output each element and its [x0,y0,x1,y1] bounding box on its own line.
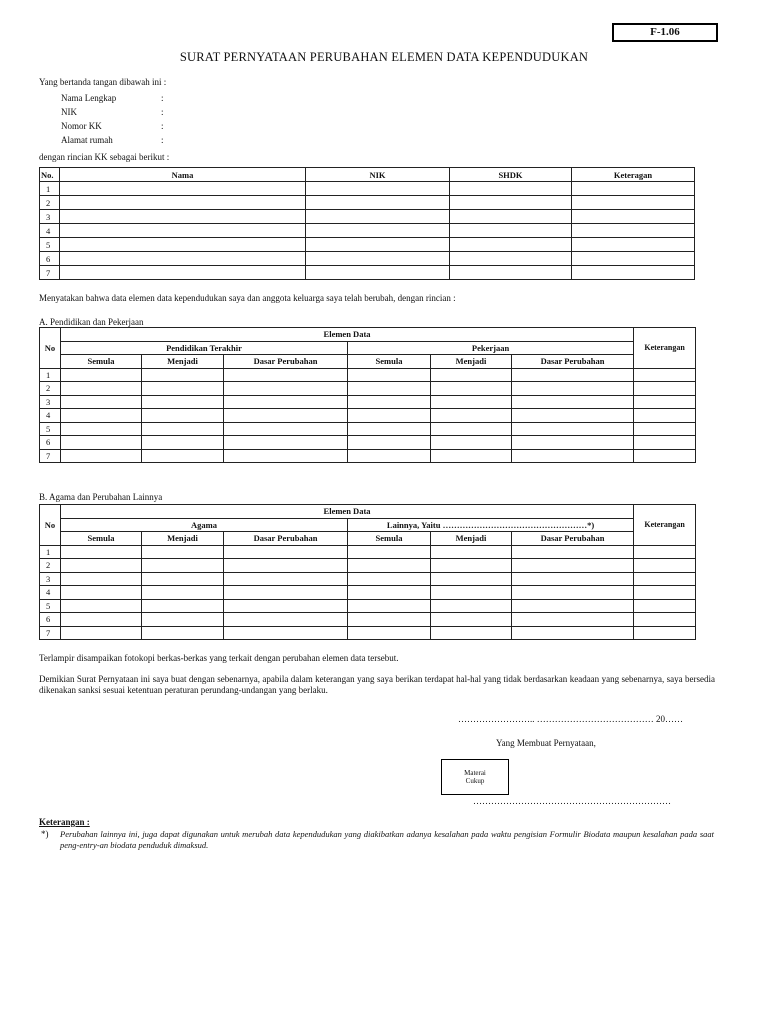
kk-cell-nik[interactable] [306,252,450,266]
kk-cell-keterangan[interactable] [572,238,695,252]
section-a-heading: A. Pendidikan dan Pekerjaan [39,317,144,327]
section-a-table [39,327,696,463]
table-cell[interactable] [224,449,348,463]
table-cell[interactable] [431,586,512,600]
table-cell[interactable] [224,572,348,586]
table-cell[interactable] [142,449,224,463]
section-a-header-row [40,328,696,342]
table-cell[interactable] [348,586,431,600]
table-cell[interactable] [634,626,696,640]
kk-cell-shdk[interactable] [450,210,572,224]
kk-cell-nik[interactable] [306,196,450,210]
page-title: SURAT PERNYATAAN PERUBAHAN ELEMEN DATA KEPENDUDUKAN [179,50,589,64]
sub-header-dasar: Dasar Perubahan [224,532,348,546]
kk-header-no: No. [40,168,60,182]
table-cell[interactable] [224,395,348,409]
row-number: 4 [40,224,60,238]
table-cell[interactable] [512,586,634,600]
table-cell[interactable] [431,572,512,586]
table-cell[interactable] [61,422,142,436]
attachment-text: Terlampir disampaikan fotokopi berkas-berkas yang terkait dengan perubahan elemen data tersebut. [39,653,399,663]
row-number: 3 [40,210,60,224]
row-number: 6 [40,252,60,266]
materai-line1: Materai [464,769,486,777]
kk-cell-shdk[interactable] [450,252,572,266]
kk-header-nik: NIK [306,168,450,182]
table-cell[interactable] [431,613,512,627]
place-date-line[interactable]: …………………….. ………………………………… 20…… [458,714,683,724]
table-cell[interactable] [142,395,224,409]
table-cell[interactable] [61,572,142,586]
table-cell[interactable] [431,599,512,613]
table-cell[interactable] [634,613,696,627]
sub-header-menjadi: Menjadi [142,532,224,546]
kk-cell-nama[interactable] [60,224,306,238]
row-number: 1 [40,368,61,382]
kk-cell-keterangan[interactable] [572,182,695,196]
kk-cell-shdk[interactable] [450,196,572,210]
notes-mark: *) [41,829,49,839]
identity-label-name: Nama Lengkap [61,93,117,103]
section-a-header-no: No [40,328,61,369]
table-row [40,613,696,627]
sub-header-semula: Semula [348,355,431,369]
sub-header-semula: Semula [61,532,142,546]
kk-cell-nama[interactable] [60,182,306,196]
table-cell[interactable] [512,449,634,463]
table-cell[interactable] [348,559,431,573]
form-code: F-1.06 [612,23,718,42]
table-cell[interactable] [224,559,348,573]
kk-cell-nama[interactable] [60,210,306,224]
table-cell[interactable] [142,436,224,450]
table-cell[interactable] [348,626,431,640]
row-number: 1 [40,545,61,559]
table-cell[interactable] [512,572,634,586]
kk-cell-keterangan[interactable] [572,224,695,238]
statement-text: Menyatakan bahwa data elemen data kependudukan saya dan anggota keluarga saya telah berubah, dengan rincian : [39,293,456,303]
table-cell[interactable] [348,449,431,463]
table-cell[interactable] [512,422,634,436]
kk-cell-nama[interactable] [60,196,306,210]
table-cell[interactable] [348,395,431,409]
kk-header-shdk: SHDK [450,168,572,182]
table-cell[interactable] [224,409,348,423]
table-cell[interactable] [431,436,512,450]
table-cell[interactable] [224,545,348,559]
table-row [40,559,696,573]
row-number: 2 [40,559,61,573]
row-number: 2 [40,196,60,210]
kk-cell-keterangan[interactable] [572,196,695,210]
table-row [40,599,696,613]
table-row [40,572,696,586]
notes-text: Perubahan lainnya ini, juga dapat digunakan untuk merubah data kependudukan yang diakibatkan adanya kesalahan pada waktu pengisian Formulir Biodata maupun kesalahan pada saat peng-entry-an biodata penduduk dimaksud. [60,829,714,850]
section-b-heading: B. Agama dan Perubahan Lainnya [39,492,163,502]
section-b-header-row [40,505,696,519]
intro-text: Yang bertanda tangan dibawah ini : [39,77,167,87]
identity-label-address: Alamat rumah [61,135,113,145]
table-cell[interactable] [224,613,348,627]
table-cell[interactable] [512,368,634,382]
table-cell[interactable] [512,436,634,450]
sub-header-menjadi: Menjadi [142,355,224,369]
table-cell[interactable] [512,613,634,627]
table-row [40,238,695,252]
table-cell[interactable] [348,572,431,586]
table-cell[interactable] [634,572,696,586]
table-cell[interactable] [512,559,634,573]
table-cell[interactable] [348,382,431,396]
section-b-header-no: No [40,505,61,546]
section-b-header-elemen: Elemen Data [61,505,634,519]
kk-cell-nama[interactable] [60,252,306,266]
section-b-group-lainnya: Lainnya, Yaitu ……………………………………………*) [348,518,634,532]
table-cell[interactable] [348,422,431,436]
table-cell[interactable] [634,449,696,463]
identity-colon: : [161,135,164,145]
kk-cell-keterangan[interactable] [572,210,695,224]
table-row [40,368,696,382]
table-row [40,196,695,210]
table-cell[interactable] [348,545,431,559]
table-row [40,266,695,280]
table-cell[interactable] [224,586,348,600]
table-cell[interactable] [634,436,696,450]
sub-header-menjadi: Menjadi [431,355,512,369]
table-cell[interactable] [142,422,224,436]
table-cell[interactable] [142,613,224,627]
table-cell[interactable] [634,422,696,436]
section-b-sub-row [40,532,696,546]
section-b-table [39,504,696,640]
kk-cell-keterangan[interactable] [572,252,695,266]
table-cell[interactable] [142,382,224,396]
table-cell[interactable] [431,409,512,423]
identity-colon: : [161,107,164,117]
identity-label-nik: NIK [61,107,77,117]
table-cell[interactable] [431,626,512,640]
table-cell[interactable] [348,368,431,382]
table-cell[interactable] [61,395,142,409]
signature-label: Yang Membuat Pernyataan, [496,738,596,748]
row-number: 4 [40,409,61,423]
row-number: 7 [40,266,60,280]
table-cell[interactable] [61,559,142,573]
row-number: 4 [40,586,61,600]
table-cell[interactable] [142,586,224,600]
identity-colon: : [161,121,164,131]
section-a-group-pekerjaan: Pekerjaan [348,341,634,355]
table-cell[interactable] [61,436,142,450]
table-cell[interactable] [61,382,142,396]
table-cell[interactable] [512,395,634,409]
table-cell[interactable] [431,382,512,396]
kk-cell-keterangan[interactable] [572,266,695,280]
table-cell[interactable] [61,409,142,423]
table-cell[interactable] [431,449,512,463]
section-a-group-pendidikan: Pendidikan Terakhir [61,341,348,355]
table-cell[interactable] [634,368,696,382]
kk-cell-shdk[interactable] [450,182,572,196]
table-cell[interactable] [512,626,634,640]
kk-cell-nik[interactable] [306,238,450,252]
identity-colon: : [161,93,164,103]
kk-cell-nik[interactable] [306,266,450,280]
row-number: 7 [40,449,61,463]
table-cell[interactable] [224,626,348,640]
table-cell[interactable] [224,436,348,450]
table-row [40,436,696,450]
table-cell[interactable] [512,382,634,396]
row-number: 5 [40,238,60,252]
row-number: 5 [40,422,61,436]
kk-cell-nik[interactable] [306,224,450,238]
table-cell[interactable] [634,382,696,396]
table-cell[interactable] [348,613,431,627]
sub-header-dasar: Dasar Perubahan [512,355,634,369]
table-cell[interactable] [431,422,512,436]
table-cell[interactable] [431,559,512,573]
table-cell[interactable] [224,599,348,613]
row-number: 7 [40,626,61,640]
sub-header-menjadi: Menjadi [431,532,512,546]
table-cell[interactable] [142,545,224,559]
table-row [40,224,695,238]
kk-cell-shdk[interactable] [450,266,572,280]
table-cell[interactable] [512,545,634,559]
table-cell[interactable] [348,436,431,450]
section-b-group-agama: Agama [61,518,348,532]
sub-header-dasar: Dasar Perubahan [512,532,634,546]
table-cell[interactable] [61,449,142,463]
kk-cell-shdk[interactable] [450,238,572,252]
row-number: 6 [40,613,61,627]
section-a-sub-row [40,355,696,369]
table-cell[interactable] [142,626,224,640]
kk-header-row [40,168,695,182]
materai-box [441,759,509,795]
row-number: 3 [40,572,61,586]
kk-cell-nik[interactable] [306,182,450,196]
table-cell[interactable] [61,613,142,627]
table-cell[interactable] [61,626,142,640]
section-b-header-keterangan: Keterangan [634,505,696,546]
table-cell[interactable] [634,599,696,613]
table-cell[interactable] [142,368,224,382]
table-row [40,182,695,196]
table-row [40,545,696,559]
section-a-header-keterangan: Keterangan [634,328,696,369]
table-row [40,586,696,600]
table-row [40,252,695,266]
kk-intro: dengan rincian KK sebagai berikut : [39,152,170,162]
kk-cell-nama[interactable] [60,238,306,252]
table-cell[interactable] [61,586,142,600]
table-row [40,210,695,224]
table-cell[interactable] [142,572,224,586]
table-cell[interactable] [431,368,512,382]
table-row [40,626,696,640]
table-cell[interactable] [61,368,142,382]
table-cell[interactable] [224,368,348,382]
row-number: 3 [40,395,61,409]
table-cell[interactable] [224,422,348,436]
kk-cell-nama[interactable] [60,266,306,280]
table-cell[interactable] [142,599,224,613]
table-cell[interactable] [634,545,696,559]
table-row [40,395,696,409]
signature-name-line[interactable]: ………………………………………………………… [473,796,671,806]
table-row [40,409,696,423]
row-number: 6 [40,436,61,450]
kk-cell-shdk[interactable] [450,224,572,238]
section-b-group-row [40,518,696,532]
section-a-header-elemen: Elemen Data [61,328,634,342]
sub-header-semula: Semula [348,532,431,546]
kk-header-keterangan: Keteragan [572,168,695,182]
table-cell[interactable] [634,559,696,573]
table-cell[interactable] [348,599,431,613]
table-row [40,449,696,463]
table-cell[interactable] [634,409,696,423]
sub-header-dasar: Dasar Perubahan [224,355,348,369]
table-cell[interactable] [61,545,142,559]
row-number: 1 [40,182,60,196]
sub-header-semula: Semula [61,355,142,369]
identity-label-kk: Nomor KK [61,121,102,131]
kk-cell-nik[interactable] [306,210,450,224]
table-cell[interactable] [224,382,348,396]
table-cell[interactable] [61,599,142,613]
row-number: 2 [40,382,61,396]
kk-table [39,167,695,280]
table-cell[interactable] [142,559,224,573]
row-number: 5 [40,599,61,613]
table-cell[interactable] [142,409,224,423]
table-cell[interactable] [634,586,696,600]
closing-text: Demikian Surat Pernyataan ini saya buat dengan sebenarnya, apabila dalam keterangan yang saya berikan terdapat hal-hal yang tidak berdasarkan keadaan yang sebenarnya, saya bersedia dikenakan sanksi sesuai ketentuan peraturan perundang-undangan yang berlaku. [39,674,715,695]
kk-header-nama: Nama [60,168,306,182]
table-row [40,382,696,396]
table-cell[interactable] [634,395,696,409]
notes-heading: Keterangan : [39,817,90,827]
table-cell[interactable] [431,545,512,559]
table-row [40,422,696,436]
table-cell[interactable] [512,599,634,613]
section-a-group-row [40,341,696,355]
table-cell[interactable] [431,395,512,409]
materai-line2: Cukup [465,777,485,785]
table-cell[interactable] [348,409,431,423]
table-cell[interactable] [512,409,634,423]
